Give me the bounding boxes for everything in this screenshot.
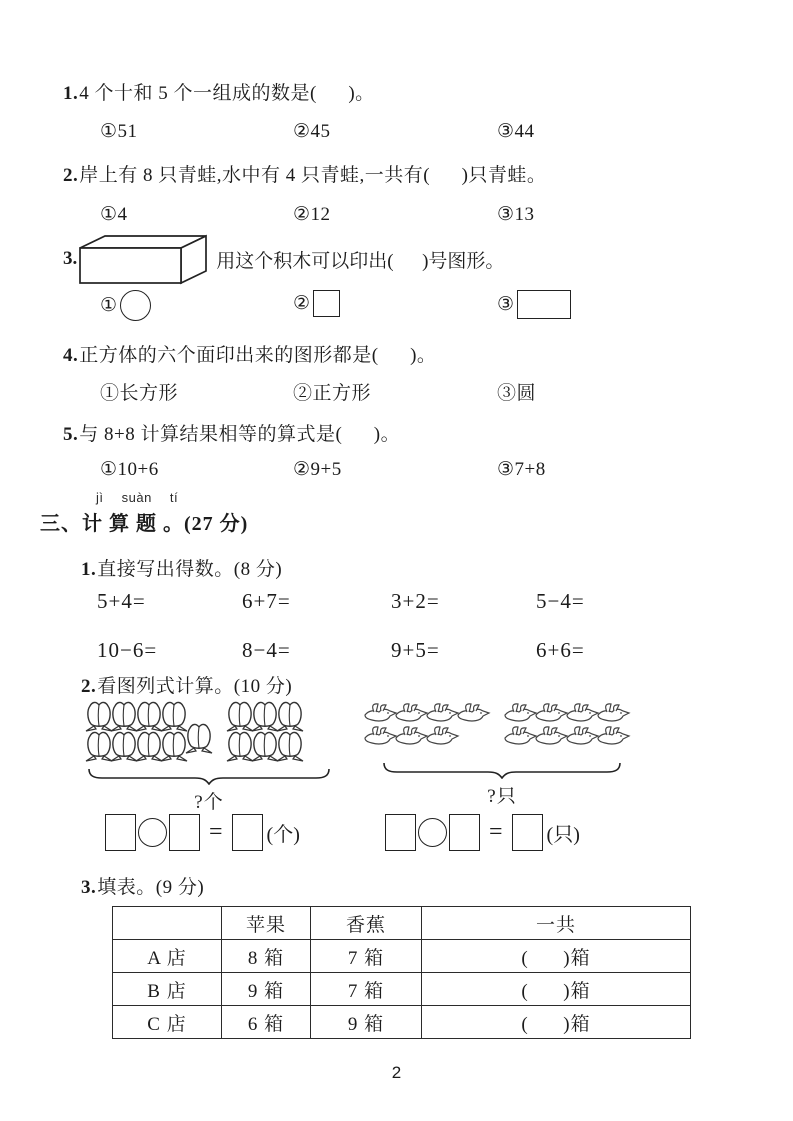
- cuboid-figure-icon: [78, 233, 216, 285]
- peach-row: [226, 730, 301, 763]
- store-a-apple: 8 箱: [222, 940, 311, 973]
- sub2-title-number: 2.: [81, 676, 97, 697]
- question-1-number: 1.: [63, 83, 79, 104]
- section-title: 三、计 算 题 。(27 分): [40, 513, 249, 535]
- peach-icon: [135, 730, 163, 763]
- store-b-banana: 7 箱: [311, 973, 422, 1006]
- brace-icon: [87, 767, 331, 785]
- answer-box: [512, 814, 543, 851]
- question-3: [63, 233, 504, 285]
- q2-option-2: ②12: [293, 204, 331, 225]
- header-total: 一共: [422, 907, 691, 940]
- table-row: [113, 973, 691, 1006]
- arithmetic-problems: [97, 589, 666, 663]
- table-row: [113, 940, 691, 973]
- question-3-options: [0, 290, 793, 328]
- store-b-label: B 店: [113, 973, 222, 1006]
- q3-option-3-num: ③: [497, 294, 515, 315]
- question-2-number: 2.: [63, 165, 79, 186]
- problem-8: 6+6=: [536, 638, 585, 662]
- q3-option-2-num: ②: [293, 293, 311, 314]
- equals-sign: =: [489, 819, 503, 845]
- answer-box: [385, 814, 416, 851]
- bird-row: [362, 723, 486, 749]
- peach-icon: [276, 730, 304, 763]
- question-5: [63, 419, 400, 446]
- operator-circle: [138, 818, 167, 847]
- store-c-banana: 9 箱: [311, 1006, 422, 1039]
- question-3-text: 用这个积木可以印出( )号图形。: [216, 250, 505, 272]
- q5-option-2: ②9+5: [293, 459, 342, 480]
- bird-icon: [595, 723, 631, 749]
- operator-circle: [418, 818, 447, 847]
- bird-row: [502, 723, 626, 749]
- header-apple: 苹果: [222, 907, 311, 940]
- q5-option-3: ③7+8: [497, 459, 546, 480]
- peach-icon: [185, 722, 213, 755]
- peach-icon: [251, 700, 279, 733]
- store-c-total: ( )箱: [422, 1006, 691, 1039]
- problem-3: 3+2=: [391, 589, 440, 613]
- peach-single: [185, 722, 210, 755]
- peach-picture-group: [85, 700, 333, 814]
- q3-option-1: [100, 290, 151, 321]
- equals-sign: =: [209, 819, 223, 845]
- section-pinyin: jì suàn tí: [96, 490, 179, 505]
- peach-row: [85, 730, 185, 763]
- rectangle-shape-icon: [517, 290, 571, 319]
- question-2-text: 岸上有 8 只青蛙,水中有 4 只青蛙,一共有( )只青蛙。: [79, 165, 547, 186]
- q4-option-1: ①长方形: [100, 383, 179, 404]
- q3-option-2: [293, 290, 340, 317]
- sub3-title: [81, 872, 204, 899]
- equation-unit: (只): [546, 824, 580, 846]
- answer-box: [232, 814, 263, 851]
- sub1-title-text: 直接写出得数。(8 分): [97, 559, 283, 580]
- sub3-title-text: 填表。(9 分): [97, 877, 205, 898]
- table-row: [113, 1006, 691, 1039]
- q1-option-1: ①51: [100, 121, 138, 142]
- answer-box: [169, 814, 200, 851]
- question-2-options: [0, 203, 793, 237]
- peach-right-cluster: [226, 700, 301, 763]
- bird-right-cluster: [502, 700, 626, 749]
- bird-count-label: ?只: [487, 786, 517, 807]
- answer-box: [105, 814, 136, 851]
- question-4-text: 正方体的六个面印出来的图形都是( )。: [79, 345, 437, 366]
- store-c-label: C 店: [113, 1006, 222, 1039]
- question-5-text: 与 8+8 计算结果相等的算式是( )。: [79, 424, 401, 445]
- peach-left-cluster: [85, 700, 185, 763]
- q5-option-1: ①10+6: [100, 459, 159, 480]
- circle-shape-icon: [120, 290, 151, 321]
- peach-icon: [226, 730, 254, 763]
- peach-count-label: ?个: [194, 792, 224, 813]
- table-header-row: [113, 907, 691, 940]
- problem-1: 5+4=: [97, 589, 146, 613]
- bird-left-cluster: [362, 700, 486, 749]
- brace-icon: [382, 761, 622, 779]
- sub3-title-number: 3.: [81, 877, 97, 898]
- store-b-apple: 9 箱: [222, 973, 311, 1006]
- header-banana: 香蕉: [311, 907, 422, 940]
- peach-icon: [226, 700, 254, 733]
- answer-box: [449, 814, 480, 851]
- problem-7: 9+5=: [391, 638, 440, 662]
- q3-option-1-num: ①: [100, 295, 118, 316]
- question-5-options: [0, 458, 793, 492]
- problem-4: 5−4=: [536, 589, 585, 613]
- header-empty: [113, 907, 222, 940]
- store-a-label: A 店: [113, 940, 222, 973]
- page-number: 2: [391, 1063, 402, 1082]
- question-5-number: 5.: [63, 424, 79, 445]
- peach-icon: [251, 730, 279, 763]
- question-4-number: 4.: [63, 345, 79, 366]
- fill-table: [112, 906, 691, 1039]
- sub1-title: [81, 554, 282, 581]
- question-4-options: [0, 378, 793, 412]
- q2-option-1: ①4: [100, 204, 128, 225]
- peach-icon: [110, 700, 138, 733]
- sub2-title: [81, 671, 292, 698]
- question-4: [63, 340, 436, 367]
- store-b-total: ( )箱: [422, 973, 691, 1006]
- peach-icon: [85, 700, 113, 733]
- sub1-title-number: 1.: [81, 559, 97, 580]
- question-1: [63, 78, 375, 105]
- bird-flock: [362, 700, 642, 749]
- peach-icon: [135, 700, 163, 733]
- question-3-number: 3.: [63, 248, 78, 269]
- peach-brace: [85, 767, 333, 785]
- q2-option-3: ③13: [497, 204, 535, 225]
- peach-icon: [85, 730, 113, 763]
- peach-row: [226, 700, 301, 733]
- peach-icon: [276, 700, 304, 733]
- q1-option-2: ②45: [293, 121, 331, 142]
- sub2-title-text: 看图列式计算。(10 分): [97, 676, 293, 697]
- question-2: [63, 160, 546, 187]
- store-a-banana: 7 箱: [311, 940, 422, 973]
- q1-option-3: ③44: [497, 121, 535, 142]
- store-c-apple: 6 箱: [222, 1006, 311, 1039]
- peach-icon: [110, 730, 138, 763]
- q3-option-3: [497, 290, 571, 319]
- problem-5: 10−6=: [97, 638, 158, 662]
- peach-icon: [160, 730, 188, 763]
- equation-unit: (个): [266, 824, 300, 846]
- q4-option-3: ③圆: [497, 383, 537, 404]
- square-shape-icon: [313, 290, 340, 317]
- bird-picture-group: [362, 700, 642, 808]
- peach-row: [85, 700, 185, 733]
- q4-option-2: ②正方形: [293, 383, 372, 404]
- problem-2: 6+7=: [242, 589, 291, 613]
- problem-6: 8−4=: [242, 638, 291, 662]
- equation-peaches: [105, 814, 300, 851]
- peach-flock: [85, 700, 333, 763]
- question-1-options: [0, 120, 793, 154]
- equation-birds: [385, 814, 580, 851]
- peach-icon: [160, 700, 188, 733]
- question-1-text: 4 个十和 5 个一组成的数是( )。: [79, 83, 375, 104]
- store-a-total: ( )箱: [422, 940, 691, 973]
- bird-brace: [362, 761, 642, 779]
- bird-icon: [424, 723, 460, 749]
